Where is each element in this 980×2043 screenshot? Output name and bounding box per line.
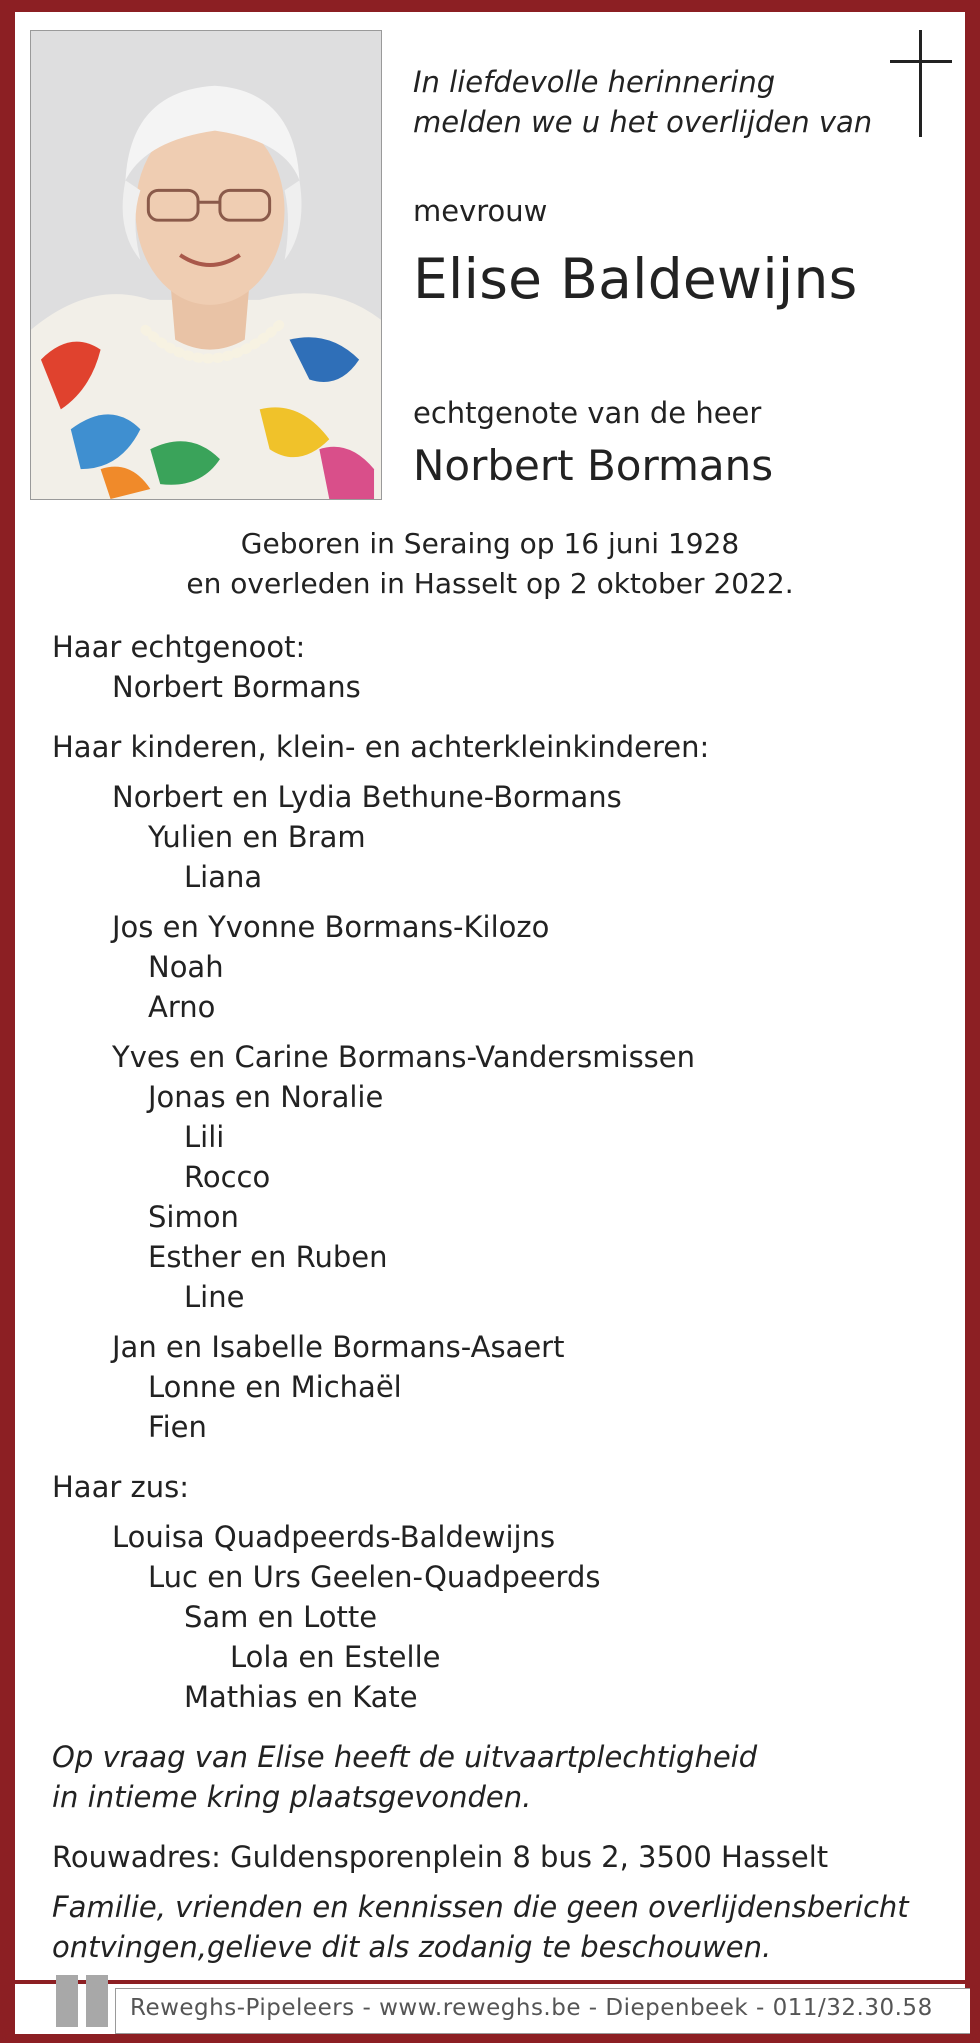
family-member: Line xyxy=(184,1280,245,1314)
spouse-name: Norbert Bormans xyxy=(413,441,774,490)
family-member: Jos en Yvonne Bormans-Kilozo xyxy=(112,910,550,944)
family-member: Norbert Bormans xyxy=(112,670,361,704)
ceremony-note: Op vraag van Elise heeft de uitvaartplechtigheid xyxy=(52,1740,758,1774)
family-member: Lola en Estelle xyxy=(230,1640,441,1674)
family-member: Lili xyxy=(184,1120,225,1154)
cross-icon xyxy=(890,30,952,137)
family-member: Yves en Carine Bormans-Vandersmissen xyxy=(112,1040,696,1074)
intro-text: In liefdevolle herinnering melden we u het overlijden van xyxy=(413,65,873,139)
death-line: en overleden in Hasselt op 2 oktober 2022. xyxy=(186,567,794,600)
family-member: Norbert en Lydia Bethune-Bormans xyxy=(112,780,622,814)
spouse-label: echtgenote van de heer xyxy=(413,396,762,430)
closing-note: Familie, vrienden en kennissen die geen overlijdensbericht xyxy=(52,1890,909,1924)
family-member: Lonne en Michaël xyxy=(148,1370,402,1404)
ceremony-note: in intieme kring plaatsgevonden. xyxy=(52,1780,532,1814)
portrait-photo xyxy=(30,30,382,500)
family-member: Liana xyxy=(184,860,263,894)
family-member: Mathias en Kate xyxy=(184,1680,418,1714)
family-member: Louisa Quadpeerds-Baldewijns xyxy=(112,1520,556,1554)
family-member: Yulien en Bram xyxy=(148,820,366,854)
family-member: Simon xyxy=(148,1200,239,1234)
closing-note: ontvingen,gelieve dit als zodanig te beschouwen. xyxy=(52,1930,772,1964)
family-member: Rocco xyxy=(184,1160,271,1194)
family-member: Esther en Ruben xyxy=(148,1240,388,1274)
mourning-address: Rouwadres: Guldensporenplein 8 bus 2, 3500 Hasselt xyxy=(52,1840,829,1874)
spouse-heading: Haar echtgenoot: xyxy=(52,630,306,664)
family-member: Sam en Lotte xyxy=(184,1600,378,1634)
birth-line: Geboren in Seraing op 16 juni 1928 xyxy=(240,527,740,560)
family-member: Jan en Isabelle Bormans-Asaert xyxy=(112,1330,565,1364)
footer-funeral-home: Reweghs-Pipeleers - www.reweghs.be - Diepenbeek - 011/32.30.58 xyxy=(130,1995,933,2021)
family-member: Jonas en Noralie xyxy=(148,1080,384,1114)
honorific: mevrouw xyxy=(413,194,548,228)
family-member: Fien xyxy=(148,1410,207,1444)
footer-divider xyxy=(15,1980,965,1984)
funeral-home-logo xyxy=(56,1975,116,2027)
family-member: Arno xyxy=(148,990,216,1024)
family-member: Luc en Urs Geelen-Quadpeerds xyxy=(148,1560,601,1594)
family-member: Noah xyxy=(148,950,224,984)
sister-heading: Haar zus: xyxy=(52,1470,189,1504)
birth-death-info xyxy=(0,524,980,604)
deceased-name: Elise Baldewijns xyxy=(413,247,858,311)
children-heading: Haar kinderen, klein- en achterkleinkinderen: xyxy=(52,730,710,764)
